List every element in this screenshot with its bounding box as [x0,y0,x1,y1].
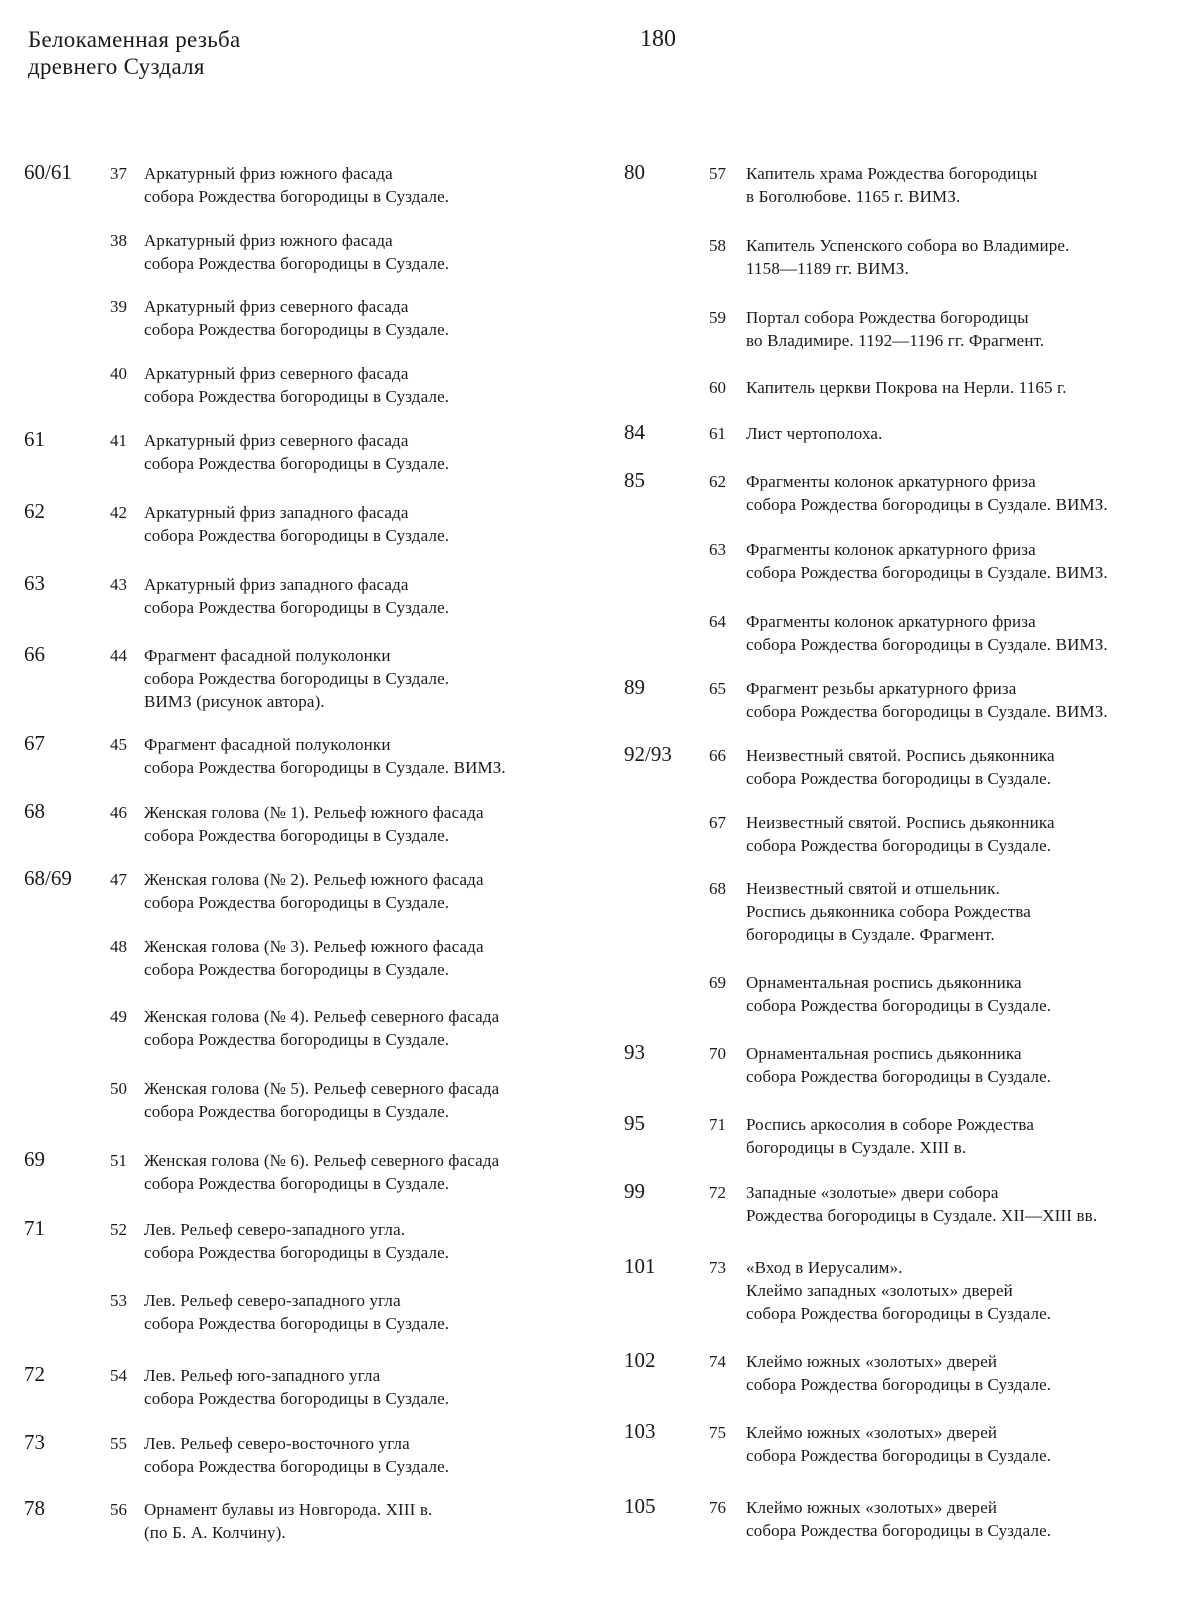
entry-figure-number: 58 [709,236,726,255]
entry-figure-number: 72 [709,1183,726,1202]
entry-figure-number: 55 [110,1434,127,1453]
entry-caption: Капитель храма Рождества богородицы в Боголюбове. 1165 г. ВИМЗ. [746,164,1038,206]
entry-caption: Фрагменты колонок аркатурного фриза собора Рождества богородицы в Суздале. ВИМЗ. [746,472,1108,514]
entry-caption: Клеймо южных «золотых» дверей собора Рождества богородицы в Суздале. [746,1423,1052,1465]
entry-page-number: 71 [24,1216,45,1240]
entry-caption: Лист чертополоха. [746,424,883,443]
entry-caption: Орнаментальная роспись дьяконника собора Рождества богородицы в Суздале. [746,1044,1052,1086]
entry-page-number: 80 [624,160,645,184]
entry-page-number: 63 [24,571,45,595]
entry-caption: Орнаментальная роспись дьяконника собора Рождества богородицы в Суздале. [746,973,1052,1015]
entry-caption: «Вход в Иерусалим». Клеймо западных «золотых» дверей собора Рождества богородицы в Суздале. [746,1258,1052,1323]
entry-figure-number: 71 [709,1115,726,1134]
entry-figure-number: 67 [709,813,726,832]
entry-caption: Портал собора Рождества богородицы во Владимире. 1192—1196 гг. Фрагмент. [746,308,1045,350]
entry-caption: Фрагмент фасадной полуколонки собора Рождества богородицы в Суздале. ВИМЗ. [144,735,506,777]
entry-caption: Фрагмент резьбы аркатурного фриза собора Рождества богородицы в Суздале. ВИМЗ. [746,679,1108,721]
entry-figure-number: 66 [709,746,726,765]
entry-figure-number: 68 [709,879,726,898]
entry-page-number: 68/69 [24,866,72,890]
book-title-line-1: Белокаменная резьба [28,27,241,52]
entry-figure-number: 51 [110,1151,127,1170]
page-number: 180 [640,26,676,52]
entry-caption: Аркатурный фриз западного фасада собора Рождества богородицы в Суздале. [144,575,450,617]
entry-caption: Неизвестный святой и отшельник. Роспись дьяконника собора Рождества богородицы в Суздале. Фрагмент. [746,879,1031,944]
entry-page-number: 105 [624,1494,656,1518]
entry-page-number: 61 [24,427,45,451]
entry-figure-number: 47 [110,870,127,889]
entry-page-number: 69 [24,1147,45,1171]
entry-figure-number: 60 [709,378,726,397]
entry-caption: Лев. Рельеф северо-западного угла. собора Рождества богородицы в Суздале. [144,1220,450,1262]
entry-figure-number: 38 [110,231,127,250]
entry-page-number: 103 [624,1419,656,1443]
entry-figure-number: 44 [110,646,127,665]
entry-page-number: 60/61 [24,160,72,184]
entry-page-number: 93 [624,1040,645,1064]
entry-caption: Женская голова (№ 4). Рельеф северного фасада собора Рождества богородицы в Суздале. [144,1007,500,1049]
entry-page-number: 72 [24,1362,45,1386]
entry-caption: Капитель церкви Покрова на Нерли. 1165 г. [746,378,1067,397]
entry-figure-number: 52 [110,1220,127,1239]
entry-page-number: 99 [624,1179,645,1203]
entry-caption: Западные «золотые» двери собора Рождества богородицы в Суздале. XII—XIII вв. [746,1183,1098,1225]
entry-caption: Аркатурный фриз западного фасада собора Рождества богородицы в Суздале. [144,503,450,545]
entry-figure-number: 41 [110,431,127,450]
entry-page-number: 62 [24,499,45,523]
entry-caption: Женская голова (№ 6). Рельеф северного фасада собора Рождества богородицы в Суздале. [144,1151,500,1193]
entry-figure-number: 73 [709,1258,726,1277]
entry-figure-number: 76 [709,1498,726,1517]
entry-page-number: 73 [24,1430,45,1454]
entry-caption: Аркатурный фриз южного фасада собора Рождества богородицы в Суздале. [144,231,450,273]
entry-figure-number: 43 [110,575,127,594]
entry-caption: Фрагменты колонок аркатурного фриза собора Рождества богородицы в Суздале. ВИМЗ. [746,612,1108,654]
entry-page-number: 66 [24,642,45,666]
entry-page-number: 85 [624,468,645,492]
entry-caption: Аркатурный фриз северного фасада собора Рождества богородицы в Суздале. [144,364,450,406]
entry-page-number: 101 [624,1254,656,1278]
entry-figure-number: 37 [110,164,127,183]
entry-caption: Неизвестный святой. Роспись дьяконника собора Рождества богородицы в Суздале. [746,746,1055,788]
entry-figure-number: 42 [110,503,127,522]
entry-figure-number: 48 [110,937,127,956]
entry-caption: Женская голова (№ 1). Рельеф южного фасада собора Рождества богородицы в Суздале. [144,803,484,845]
entry-figure-number: 59 [709,308,726,327]
entry-figure-number: 39 [110,297,127,316]
entry-figure-number: 50 [110,1079,127,1098]
entry-caption: Аркатурный фриз северного фасада собора Рождества богородицы в Суздале. [144,431,450,473]
entry-caption: Капитель Успенского собора во Владимире. 1158—1189 гг. ВИМЗ. [746,236,1070,278]
entry-caption: Роспись аркосолия в соборе Рождества богородицы в Суздале. XIII в. [746,1115,1035,1157]
entry-caption: Орнамент булавы из Новгорода. XIII в. (по Б. А. Колчину). [144,1500,433,1542]
book-title [28,26,241,80]
entry-page-number: 95 [624,1111,645,1135]
entry-figure-number: 64 [709,612,726,631]
entry-figure-number: 49 [110,1007,127,1026]
entry-caption: Клеймо южных «золотых» дверей собора Рождества богородицы в Суздале. [746,1498,1052,1540]
entry-figure-number: 46 [110,803,127,822]
entry-page-number: 78 [24,1496,45,1520]
entry-figure-number: 45 [110,735,127,754]
entry-figure-number: 62 [709,472,726,491]
entry-figure-number: 56 [110,1500,127,1519]
entry-figure-number: 40 [110,364,127,383]
entry-page-number: 67 [24,731,45,755]
entry-page-number: 89 [624,675,645,699]
entry-figure-number: 74 [709,1352,726,1371]
entry-figure-number: 61 [709,424,726,443]
entry-figure-number: 70 [709,1044,726,1063]
entry-caption: Клеймо южных «золотых» дверей собора Рождества богородицы в Суздале. [746,1352,1052,1394]
entry-page-number: 92/93 [624,742,672,766]
entry-page-number: 68 [24,799,45,823]
entry-figure-number: 65 [709,679,726,698]
entry-caption: Аркатурный фриз южного фасада собора Рождества богородицы в Суздале. [144,164,450,206]
entry-caption: Женская голова (№ 5). Рельеф северного фасада собора Рождества богородицы в Суздале. [144,1079,500,1121]
entry-caption: Женская голова (№ 2). Рельеф южного фасада собора Рождества богородицы в Суздале. [144,870,484,912]
entry-caption: Неизвестный святой. Роспись дьяконника собора Рождества богородицы в Суздале. [746,813,1055,855]
entry-figure-number: 53 [110,1291,127,1310]
entry-page-number: 84 [624,420,645,444]
book-title-line-2: древнего Суздаля [28,54,205,79]
entry-figure-number: 57 [709,164,726,183]
entry-figure-number: 63 [709,540,726,559]
entry-caption: Фрагмент фасадной полуколонки собора Рождества богородицы в Суздале. ВИМЗ (рисунок автора). [144,646,450,711]
entry-page-number: 102 [624,1348,656,1372]
entry-caption: Лев. Рельеф северо-восточного угла собора Рождества богородицы в Суздале. [144,1434,450,1476]
entry-figure-number: 69 [709,973,726,992]
entry-figure-number: 75 [709,1423,726,1442]
entry-figure-number: 54 [110,1366,127,1385]
entry-caption: Лев. Рельеф северо-западного угла собора Рождества богородицы в Суздале. [144,1291,450,1333]
entry-caption: Аркатурный фриз северного фасада собора Рождества богородицы в Суздале. [144,297,450,339]
entry-caption: Фрагменты колонок аркатурного фриза собора Рождества богородицы в Суздале. ВИМЗ. [746,540,1108,582]
entry-caption: Лев. Рельеф юго-западного угла собора Рождества богородицы в Суздале. [144,1366,450,1408]
entry-caption: Женская голова (№ 3). Рельеф южного фасада собора Рождества богородицы в Суздале. [144,937,484,979]
